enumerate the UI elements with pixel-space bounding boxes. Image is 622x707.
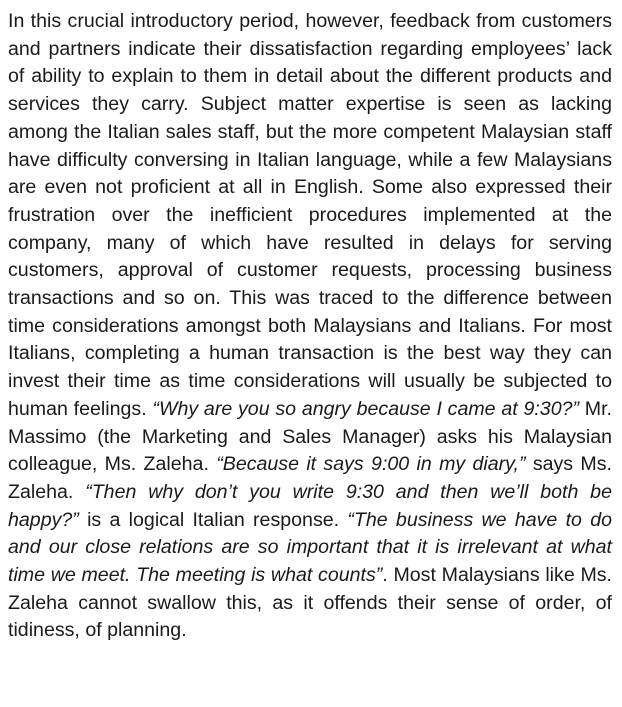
text-segment: Mr. Massimo (the Marketing and Sales Manager) asks his Malaysian colleague, Ms. Zaleha. <box>8 397 612 476</box>
body-paragraph <box>8 8 612 645</box>
italic-quote: “Because it says 9:00 in my diary,” <box>216 453 526 476</box>
italic-quote: “The business we have to do and our close relations are so important that it is irrelevant at what time we meet. The meeting is what counts” <box>8 508 612 587</box>
italic-quote: “Why are you so angry because I came at 9:30?” <box>152 397 580 420</box>
italic-quote: “Then why don’t you write 9:30 and then we’ll both be happy?” <box>8 480 612 531</box>
text-segment: says Ms. Zaleha. <box>8 453 612 503</box>
text-segment: is a logical Italian response. <box>78 508 348 531</box>
text-segment: . Most Malaysians like Ms. Zaleha cannot swallow this, as it offends their sense of order, of tidiness, of planning. <box>8 564 613 642</box>
text-segment: In this crucial introductory period, however, feedback from customers and partners indicate their dissatisfaction regarding employees’ lack of ability to explain to them in detail about the different products and services they carry. Subject matter expertise is seen as lacking among the Italian sales staff, but the more competent Malaysian staff have difficulty conversing in Italian language, while a few Malaysians are even not proficient at all in English. Some also expressed their frustration over the inefficient procedures implemented at the company, many of which have resulted in delays for serving customers, approval of customer requests, processing business transactions and so on. This was traced to the difference between time considerations amongst both Malaysians and Italians. For most Italians, completing a human transaction is the best way they can invest their time as time considerations will usually be subjected to human feelings. <box>8 10 612 420</box>
